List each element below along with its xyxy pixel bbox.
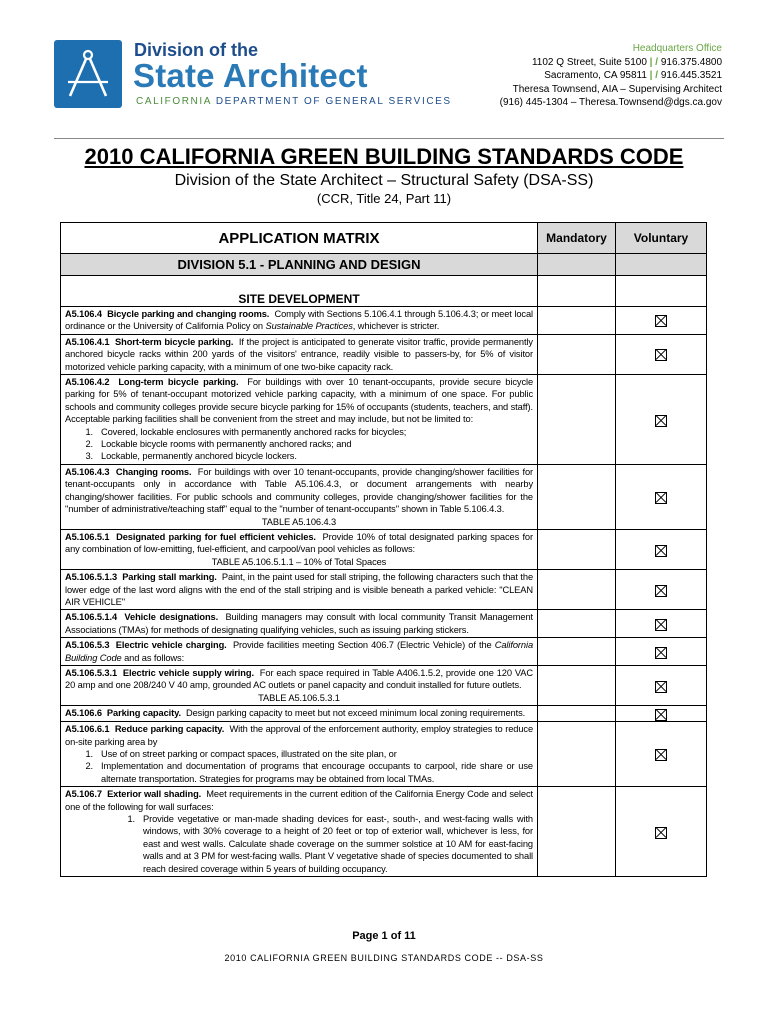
entry-body: For buildings with over 10 tenant-occupants, provide secure bicycle parking for 5% of tenant-occupant motorized vehicle parking capacity, with a minimum of one space. For public schools and community colleges provide secure bicycle parking for 15% of occupants (students, teachers, and staff). Acceptable parking facilities shall be convenient from the street and may include, but not be limited to: [65,377,534,425]
entry-code: A5.106.4.1 [65,336,110,347]
entry-title: Exterior wall shading. [107,789,202,800]
entry-code: A5.106.4.2 [65,377,110,388]
entry-body: Design parking capacity to meet but not exceed minimum local zoning requirements. [185,708,526,719]
checked-box-icon [655,545,667,557]
voluntary-cell [616,722,707,787]
entry-code: A5.106.4 [65,309,102,319]
entry-title: Short-term bicycle parking. [115,336,234,347]
entry-title: Electric vehicle charging. [115,640,227,651]
entry-body: Provide 10% of total designated parking spaces for any combination of low-emitting, fuel-efficient, and carpool/van pool vehicles as follows: [65,531,533,555]
entry-title: Parking stall marking. [122,572,217,583]
logo-line3 [136,96,452,107]
office-label: Headquarters Office [632,43,722,54]
page-subsubtitle: (CCR, Title 24, Part 11) [316,191,452,206]
mandatory-cell [538,722,616,787]
voluntary-cell [616,570,707,610]
entry-body: Meet requirements in the current edition of the California Energy Code and select one of the following for wall surfaces: [65,789,534,812]
voluntary-cell [616,307,707,335]
entry-table-ref: TABLE A5.106.5.3.1 [258,692,340,703]
mandatory-cell [538,529,616,569]
matrix-entry-row [61,375,707,465]
voluntary-cell [616,464,707,529]
phone1: 916.375.4800 [660,56,722,68]
checked-box-icon [655,709,667,721]
logo-state: CALIFORNIA [136,96,212,107]
division-title: DIVISION 5.1 - PLANNING AND DESIGN [61,254,538,276]
mandatory-cell [538,375,616,465]
entry-text [61,722,538,787]
mandatory-cell [538,787,616,877]
voluntary-cell [616,665,707,705]
entry-list-item: 2. Lockable bicycle rooms with permanently anchored racks; and [85,439,352,450]
entry-title: Designated parking for fuel efficient vehicles. [116,531,316,542]
mandatory-cell [538,334,616,374]
entry-table-ref: TABLE A5.106.4.3 [261,516,337,527]
entry-code: A5.106.4.3 [65,466,110,477]
col-mandatory: Mandatory [538,223,616,254]
entry-body: Paint, in the paint used for stall striping, the following characters such that the lower edge of the last word aligns with the end of the stall striping and is visible beneath a parked vehicle: "CLEAN AIR VEHICLE" [65,572,534,607]
voluntary-cell [616,529,707,569]
mandatory-cell [538,610,616,638]
voluntary-cell [616,610,707,638]
checked-box-icon [655,349,667,361]
entry-code: A5.106.6.1 [65,724,110,735]
entry-code: A5.106.5.3.1 [65,667,118,678]
mandatory-cell [538,464,616,529]
entry-text [61,529,538,569]
entry-text [61,307,538,335]
entry-title: Vehicle designations. [124,612,219,623]
entry-body-after: , whichever is stricter. [352,321,440,332]
mandatory-cell [538,307,616,335]
mandatory-cell [538,706,616,722]
matrix-entry-row [61,665,707,705]
entry-body: Comply with Sections 5.106.4.1 through 5.106.4.3; or meet local ordinance or the University of California Policy on [65,309,533,332]
matrix-entry-row [61,610,707,638]
division-row [61,254,707,276]
matrix-entry-row [61,464,707,529]
checked-box-icon [655,619,667,631]
entry-text [61,464,538,529]
checked-box-icon [655,585,667,597]
entry-list-item: 3. Lockable, permanently anchored bicycle lockers. [85,451,297,462]
voluntary-cell [616,334,707,374]
phone2: 916.445.3521 [660,70,722,81]
section-title: SITE DEVELOPMENT [61,276,538,307]
entry-code: A5.106.5.1.4 [65,612,118,623]
entry-list-item: 1. Use of on street parking or compact spaces, illustrated on the site plan, or [85,749,397,759]
section-row [61,276,707,307]
entry-list-item: 2. Implementation and documentation of programs that encourage occupants to carpool, ride share or use alternate transportation. Strategies for programs may be obtained from local TMAs. [85,761,533,784]
entry-body: Building managers may consult with local community Transit Management Associations (TMAs) for methods of designating qualifying vehicles, such as issuing parking stickers. [65,612,534,635]
entry-body: Provide facilities meeting Section 406.7 (Electric Vehicle) of the [232,640,492,651]
logo-dept: DEPARTMENT OF GENERAL SERVICES [215,96,452,107]
address-line2: Sacramento, CA 95811 [544,70,647,81]
mandatory-cell [538,638,616,666]
entry-title: Long-term bicycle parking. [118,377,239,388]
page-title: 2010 CALIFORNIA GREEN BUILDING STANDARDS CODE [84,144,684,169]
entry-text [61,610,538,638]
page-number: Page 1 of 11 [352,930,416,942]
entry-text [61,638,538,666]
matrix-entry-row [61,787,707,877]
page-subtitle: Division of the State Architect – Structural Safety (DSA-SS) [174,172,594,189]
checked-box-icon [655,681,667,693]
entry-list-item: 1. Provide vegetative or man-made shading devices for east-, south-, and west-facing walls with windows, with 30% coverage to a height of 20 feet or top of exterior wall, whichever is less, for east and west walls. Calculate shade coverage on the summer solstice at 10 AM for east-facing walls and at 3 PM for west-facing walls. Plant V vegetative shade of species documented to shall reach desired coverage within 5 years of building occupancy. [127,814,533,874]
page-footer: 2010 CALIFORNIA GREEN BUILDING STANDARDS CODE -- DSA-SS [224,953,544,963]
entry-text [61,375,538,465]
entry-text [61,787,538,877]
entry-body: For each space required in Table A406.1.5.2, provide one 120 VAC 20 amp and one 208/240 V 40 amp, grounded AC outlets or panel capacity and conduit installed for future outlets. [65,667,533,691]
checked-box-icon [655,827,667,839]
entry-table-ref: TABLE A5.106.5.1.1 – 10% of Total Spaces [211,556,387,567]
matrix-entry-row [61,307,707,335]
contact-block: Headquarters Office 1102 Q Street, Suite 5100 | / 916.375.4800 Sacramento, CA 95811 | / 916.445.3521 Theresa Townsend, AIA – Supervising Architect (916) 445-1304 – Theresa.Townsend@dgs.ca.gov [499,43,722,108]
entry-title: Reduce parking capacity. [114,724,225,735]
matrix-entry-row [61,570,707,610]
entry-body-after: and as follows: [121,652,185,663]
entry-list-item: 1. Covered, lockable enclosures with permanently anchored racks for bicycles; [85,426,407,437]
voluntary-cell [616,787,707,877]
entry-body: For buildings with over 10 tenant-occupants, provide changing/shower facilities for tenant-occupants only in accordance with Table A5.106.4.3, or document arrangements with nearby changing/shower facilities. For public schools and community colleges, provide changing/shower facilities for the "number of administrative/teaching staff" equal to the "number of tenant-occupants" shown in Table 5.106.4.3. [65,466,534,515]
matrix-entry-row [61,529,707,569]
voluntary-cell [616,638,707,666]
address-line1: 1102 Q Street, Suite 5100 [531,56,647,68]
application-matrix [60,222,707,877]
mandatory-cell [538,665,616,705]
entry-italic: California Building Code [65,640,534,663]
entry-text [61,706,538,722]
entry-title: Bicycle parking and changing rooms. [107,309,270,319]
entry-code: A5.106.5.1 [65,531,110,542]
entry-code: A5.106.5.1.3 [65,572,118,583]
checked-box-icon [655,492,667,504]
logo-line1: Division of the [134,40,259,60]
entry-code: A5.106.6 [65,708,102,719]
matrix-entry-row [61,706,707,722]
entry-text [61,334,538,374]
entry-code: A5.106.5.3 [65,640,110,651]
contact-phone-email: (916) 445-1304 – Theresa.Townsend@dgs.ca.gov [499,97,722,108]
matrix-header-row [61,223,707,254]
entry-italic: Sustainable Practices [265,321,353,332]
entry-title: Electric vehicle supply wiring. [122,667,254,678]
contact-name: Theresa Townsend, AIA – Supervising Architect [512,83,722,95]
entry-body: If the project is anticipated to generate visitor traffic, provide permanently anchored bicycle racks within 200 yards of the visitors' entrance, readily visible to passers-by, for 5% of visitor motorized vehicle parking capacity, with a minimum of one two-bike capacity rack. [65,336,533,372]
header-divider [54,138,724,139]
checked-box-icon [655,647,667,659]
logo-line2: State Architect [133,57,368,94]
entry-title: Changing rooms. [115,466,192,477]
matrix-entry-row [61,722,707,787]
checked-box-icon [655,749,667,761]
compass-icon [54,40,122,108]
entry-body: With the approval of the enforcement authority, employ strategies to reduce on-site parking area by [65,724,534,747]
entry-title: Parking capacity. [106,708,181,719]
checked-box-icon [655,315,667,327]
matrix-title: APPLICATION MATRIX [61,223,538,254]
matrix-entry-row [61,334,707,374]
col-voluntary: Voluntary [616,223,707,254]
entry-text [61,665,538,705]
entry-text [61,570,538,610]
entry-code: A5.106.7 [65,789,102,800]
checked-box-icon [655,415,667,427]
matrix-entry-row [61,638,707,666]
voluntary-cell [616,706,707,722]
dsa-logo-mark [54,40,122,108]
voluntary-cell [616,375,707,465]
mandatory-cell [538,570,616,610]
